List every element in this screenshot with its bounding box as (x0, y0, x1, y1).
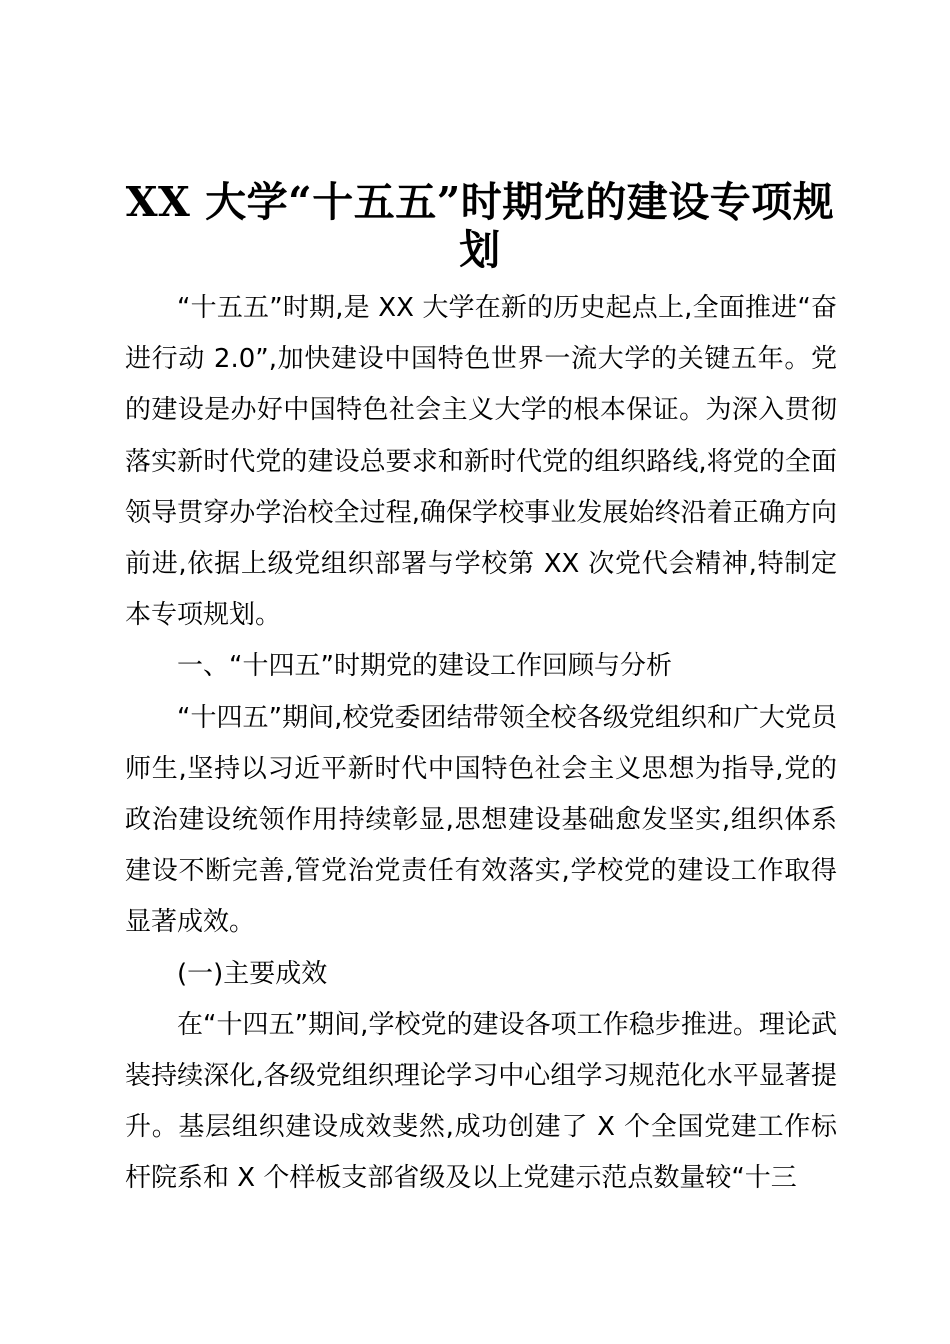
section-heading-1: 一、“十四五”时期党的建设工作回顾与分析 (177, 651, 672, 682)
document-body (125, 283, 837, 1205)
intro-paragraph: “十五五”时期,是 XX 大学在新的历史起点上,全面推进“奋进行动 2.0”,加快建设中国特色世界一流大学的关键五年。党的建设是办好中国特色社会主义大学的根本保证。为深入贯彻落实新时代党的建设总要求和新时代党的组织路线,将党的全面领导贯穿办学治校全过程,确保学校事业发展始终沿着正确方向前进,依据上级党组织部署与学校第 XX 次党代会精神,特制定本专项规划。 (125, 293, 837, 631)
review-paragraph: “十四五”期间,校党委团结带领全校各级党组织和广大党员师生,坚持以习近平新时代中国特色社会主义思想为指导,党的政治建设统领作用持续彰显,思想建设基础愈发坚实,组织体系建设不断完善,管党治党责任有效落实,学校党的建设工作取得显著成效。 (125, 702, 837, 938)
achievements-paragraph: 在“十四五”期间,学校党的建设各项工作稳步推进。理论武装持续深化,各级党组织理论学习中心组学习规范化水平显著提升。基层组织建设成效斐然,成功创建了 X 个全国党建工作标杆院系和 X 个样板支部省级及以上党建示范点数量较“十三 (125, 1009, 837, 1194)
document-title: XX 大学“十五五”时期党的建设专项规划 (125, 178, 835, 274)
subsection-heading-1: (一)主要成效 (177, 958, 328, 989)
